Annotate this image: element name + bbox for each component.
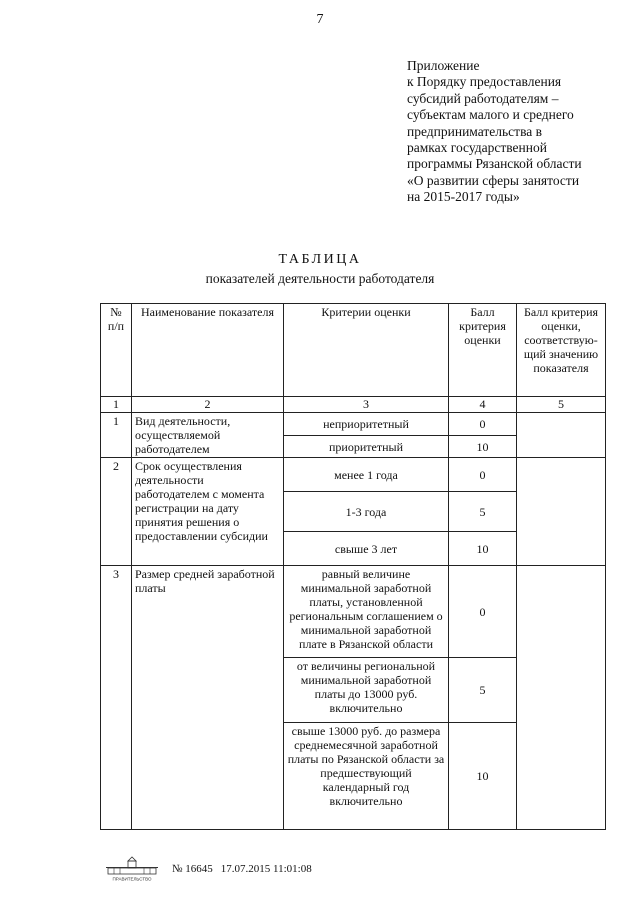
row-num: 2 (101, 458, 132, 566)
government-emblem-icon (100, 856, 164, 882)
appendix-line: Приложение (407, 58, 480, 73)
header-indicator-name: Наименование показателя (132, 304, 284, 397)
appendix-line: предпринимательства в (407, 123, 543, 139)
criterion-text: приоритетный (284, 436, 449, 458)
header-indicator-score: Балл критерия оценки, соответствую-щий значению показателя (517, 304, 606, 397)
header-criteria: Критерии оценки (284, 304, 449, 397)
criterion-score: 0 (449, 566, 517, 658)
appendix-line: «О развитии сферы занятости (407, 172, 580, 188)
criterion-text: свыше 13000 руб. до размера среднемесячной заработной платы по Рязанской области за предшествующий календарный год включительно (284, 723, 449, 830)
criterion-text: от величины региональной минимальной заработной платы до 13000 руб. включительно (284, 658, 449, 723)
table-row (101, 566, 606, 658)
appendix-line: субсидий работодателям – (407, 90, 559, 106)
document-title: ТАБЛИЦА (278, 252, 362, 267)
indicator-name: Размер средней заработной платы (132, 566, 284, 830)
indicators-table (100, 303, 606, 830)
column-number: 2 (132, 397, 284, 413)
appendix-header (407, 58, 632, 206)
criterion-score: 10 (449, 723, 517, 830)
table-row (101, 458, 606, 492)
indicator-name: Срок осуществления деятельности работодателем с момента регистрации на дату принятия решения о предоставлении субсидии (132, 458, 284, 566)
page-number: 7 (316, 12, 324, 27)
criterion-text: свыше 3 лет (284, 532, 449, 566)
row-num: 1 (101, 413, 132, 458)
column-number: 5 (517, 397, 606, 413)
document-footer (100, 856, 312, 882)
criterion-score: 10 (449, 532, 517, 566)
table-header-row (101, 304, 606, 397)
appendix-line: рамках государственной (407, 140, 547, 156)
appendix-line: на 2015-2017 годы» (407, 189, 520, 205)
criterion-text: неприоритетный (284, 413, 449, 436)
column-number: 4 (449, 397, 517, 413)
criterion-score: 5 (449, 492, 517, 532)
document-subtitle: показателей деятельности работодателя (205, 271, 435, 286)
appendix-line: субъектам малого и среднего (407, 107, 574, 123)
column-number: 3 (284, 397, 449, 413)
criterion-score: 5 (449, 658, 517, 723)
criterion-score: 0 (449, 413, 517, 436)
row-num: 3 (101, 566, 132, 830)
indicator-score-cell (517, 458, 606, 566)
indicator-score-cell (517, 413, 606, 458)
column-number: 1 (101, 397, 132, 413)
criterion-text: 1-3 года (284, 492, 449, 532)
indicator-score-cell (517, 566, 606, 830)
document-id: № 16645 (172, 863, 213, 875)
table-row (101, 413, 606, 436)
criterion-score: 10 (449, 436, 517, 458)
header-num: № п/п (101, 304, 132, 397)
appendix-line: программы Рязанской области (407, 156, 582, 172)
appendix-line: к Порядку предоставления (407, 74, 562, 90)
header-score: Балл критерия оценки (449, 304, 517, 397)
criterion-score: 0 (449, 458, 517, 492)
document-timestamp: 17.07.2015 11:01:08 (220, 863, 312, 875)
column-number-row (101, 397, 606, 413)
criterion-text: менее 1 года (284, 458, 449, 492)
criterion-text: равный величине минимальной заработной платы, установленной региональным соглашением о минимальной заработной плате в Рязанской области (284, 566, 449, 658)
stamp-caption: ПРАВИТЕЛЬСТВО (112, 876, 152, 882)
indicator-name: Вид деятельности, осуществляемой работодателем (132, 413, 284, 458)
